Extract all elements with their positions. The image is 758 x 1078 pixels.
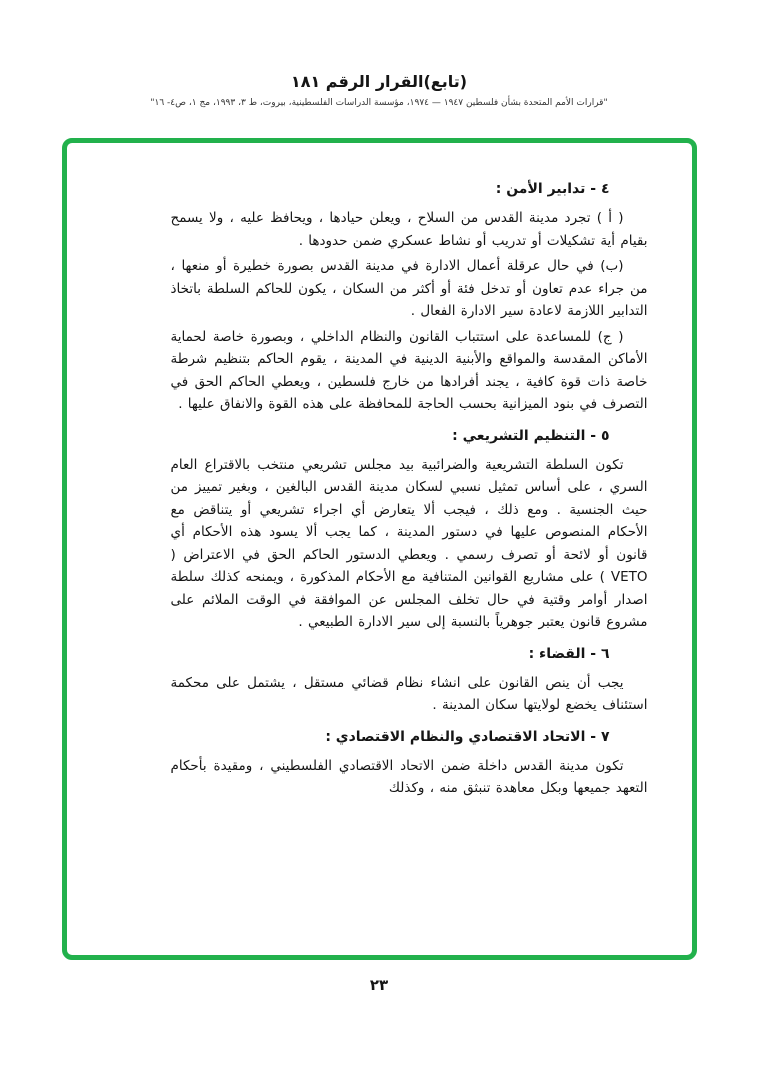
body-paragraph: تكون السلطة التشريعية والضرائبية بيد مجلس تشريعي منتخب بالاقتراع العام السري ، على أساس تمثيل نسبي لسكان مدينة القدس البالغين ، وبغير تمييز من حيث الجنسية . ومع ذلك ، فيجب ألا يتعارض أي اجراء تشريعي أو يتناقض مع الأحكام المنصوص عليها في دستور المدينة ، كما يجب ألا يسود هذه الأحكام أي قانون أو لائحة أو تصرف رسمي . ويعطي الدستور الحاكم الحق في الاعتراض ( VETO ) على مشاريع القوانين المتنافية مع الأحكام المذكورة ، ويمنحه كذلك سلطة اصدار أوامر وقتية في حال تخلف المجلس عن الموافقة في الوقت الملائم على مشروع قانون يعتبر جوهرياً بالنسبة إلى سير الادارة الطبيعي .	[170, 456, 648, 630]
section-heading: ٥ - التنظيم التشريعي :	[452, 427, 610, 444]
document-border-box	[62, 138, 697, 960]
body-paragraph: ( أ ) تجرد مدينة القدس من السلاح ، ويعلن حيادها ، ويحافظ عليه ، ولا يسمح بقيام أية تشكيلات أو تدريب أو نشاط عسكري ضمن حدودها .	[170, 210, 648, 249]
page-number: ٢٣	[369, 976, 389, 994]
source-citation: "قرارات الأمم المتحدة بشأن فلسطين ١٩٤٧ — ١٩٧٤، مؤسسة الدراسات الفلسطينية، بيروت، ط ٣، ١٩٩٣، مج ١، ص٤- ١٦"	[150, 98, 608, 108]
body-paragraph: ( ج) للمساعدة على استتباب القانون والنظام الداخلي ، وبصورة خاصة لحماية الأماكن المقدسة والمواقع والأبنية الدينية في المدينة ، يقوم الحاكم بتنظيم شرطة خاصة ذات قوة كافية ، يجند أفرادها من خارج فلسطين ، ويعطي الحاكم الحق في التصرف في بنود الميزانية بحسب الحاجة للمحافظة على هذه القوة والانفاق عليها .	[170, 328, 648, 412]
section-heading: ٧ - الاتحاد الاقتصادي والنظام الاقتصادي :	[325, 728, 610, 745]
page-header	[0, 0, 758, 108]
body-paragraph: تكون مدينة القدس داخلة ضمن الاتحاد الاقتصادي الفلسطيني ، ومقيدة بأحكام التعهد جميعها وبكل معاهدة تنبثق منه ، وكذلك	[170, 757, 648, 796]
document-sections	[171, 179, 648, 800]
section-heading: ٦ - القضاء :	[528, 645, 610, 662]
body-paragraph: (ب) في حال عرقلة أعمال الادارة في مدينة القدس بصورة خطيرة أو منعها ، من جراء عدم تعاون أو تدخل فئة أو أكثر من السكان ، يكون للحاكم السلطة باتخاذ التدابير اللازمة لاعادة سير الادارة الفعال .	[170, 258, 648, 319]
section-heading: ٤ - تدابير الأمن :	[495, 181, 610, 197]
body-paragraph: يجب أن ينص القانون على انشاء نظام قضائي مستقل ، يشتمل على محكمة استئناف يخضع لولايتها سكان المدينة .	[170, 674, 648, 713]
page-title: (تابع)القرار الرقم ١٨١	[290, 72, 468, 91]
